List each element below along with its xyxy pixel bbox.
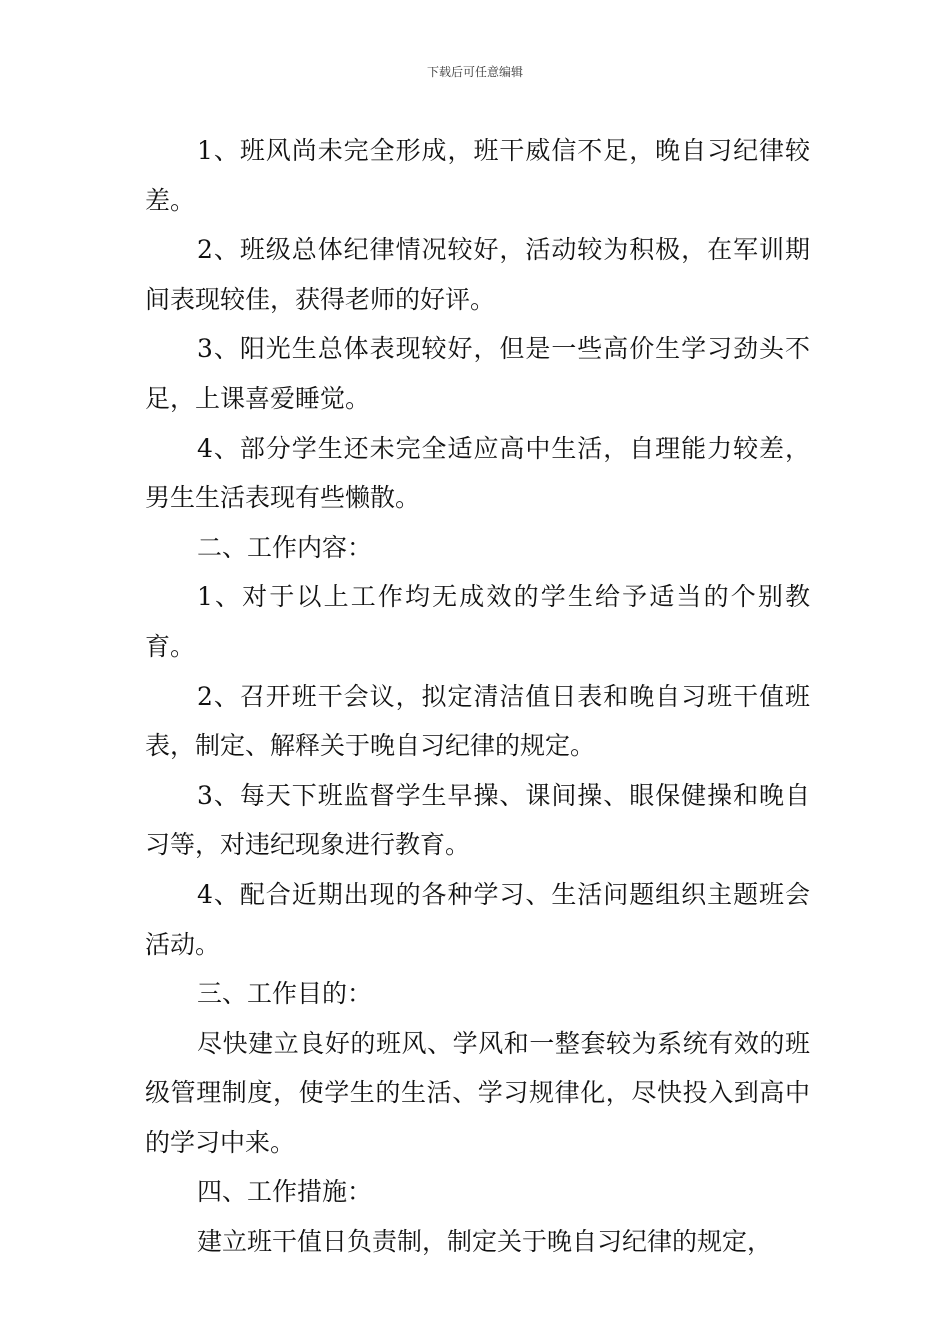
- document-body: [145, 126, 810, 1267]
- section-heading-work-measures: 四、工作措施：: [197, 1177, 373, 1207]
- section-heading-work-goal: 三、工作目的：: [197, 979, 373, 1009]
- paragraph-content-1: 1、对于以上工作均无成效的学生给予适当的个别教育。: [145, 582, 810, 661]
- paragraph-problem-3: 3、阳光生总体表现较好，但是一些高价生学习劲头不足，上课喜爱睡觉。: [145, 334, 810, 413]
- section-heading-work-content: 二、工作内容：: [197, 532, 373, 562]
- paragraph-goal: 尽快建立良好的班风、学风和一整套较为系统有效的班级管理制度，使学生的生活、学习规律化，尽快投入到高中的学习中来。: [145, 1028, 810, 1157]
- paragraph-problem-4: 4、部分学生还未完全适应高中生活，自理能力较差，男生生活表现有些懒散。: [145, 433, 810, 513]
- paragraph-measures: 建立班干值日负责制，制定关于晚自习纪律的规定，: [197, 1227, 773, 1257]
- paragraph-content-2: 2、召开班干会议，拟定清洁值日表和晚自习班干值班表，制定、解释关于晚自习纪律的规定。: [145, 681, 810, 761]
- paragraph-problem-1: 1、班风尚未完全形成，班干威信不足，晚自习纪律较差。: [145, 136, 810, 215]
- paragraph-problem-2: 2、班级总体纪律情况较好，活动较为积极，在军训期间表现较佳，获得老师的好评。: [145, 235, 810, 314]
- paragraph-content-4: 4、配合近期出现的各种学习、生活问题组织主题班会活动。: [145, 879, 810, 959]
- page-header: 下载后可任意编辑: [426, 65, 523, 79]
- paragraph-content-3: 3、每天下班监督学生早操、课间操、眼保健操和晚自习等，对违纪现象进行教育。: [145, 780, 810, 860]
